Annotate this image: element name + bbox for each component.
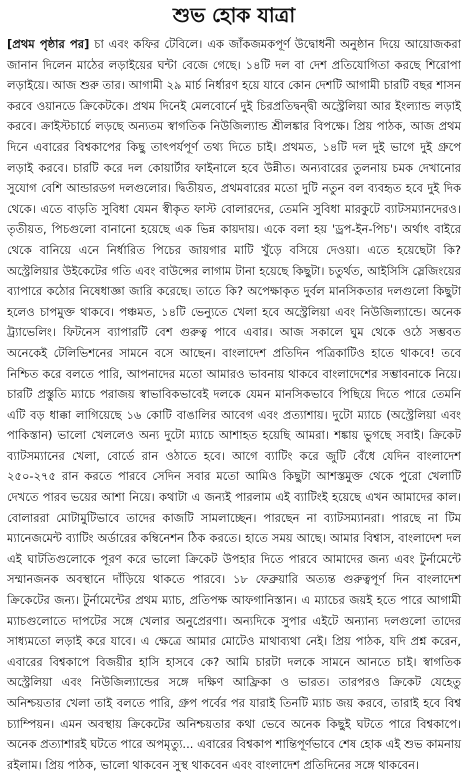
article-body-text: চা এবং কফির টেবিলে। এক জাঁকজমকপূর্ণ উদ্বোধনী অনুষ্ঠান দিয়ে আয়োজকরা জানান দিলেন মাঠের লড়াইয়ের ঘন্টা বেজে গেছে। ১৪টি দল বা দেশ প্রতিযোগিতা করছে শিরোপা লড়াইয়ে। আজ শুরু তার। আগামী ২৯ মার্চ নির্ধারণ হয়ে যাবে কোন দেশটি আগামী চারটি বছর শাসন করবে ওয়ানডে ক্রিকেটকে। প্রথম দিনেই মেলবোর্নে দুই চিরপ্রতিদ্বন্দ্বী অস্ট্রেলিয়া আর ইংল্যান্ড লড়াই করবে। ক্রাইস্টচার্চে লড়ছে অন্যতম স্বাগতিক নিউজিল্যান্ড শ্রীলঙ্কার বিপক্ষে। প্রিয় পাঠক, আজ প্রথম দিনে এবারের বিশ্বকাপের কিছু তাৎপর্যপূর্ণ তথ্য দিতে চাই। প্রথমত, ১৪টি দল দুই ভাগে দুই গ্রুপে লড়াই করবে। চারটি করে দল কোয়ার্টার ফাইনালে হবে উন্নীত। অন্যবারের তুলনায় চমক দেখানোর সুযোগ বেশি আন্ডারডগ দলগুলোর। দ্বিতীয়ত, প্রথমবারের মতো দুটি নতুন বল ব্যবহৃত হবে দুই দিক থেকে। এতে বাড়তি সুবিধা যেমন স্বীকৃত ফাস্ট বোলারদের, তেমনি সুবিধা মারকুটে ব্যাটসম্যানদেরও। তৃতীয়ত, পিচগুলো বানানো হয়েছে এক ভিন্ন কায়দায়। একে বলা হয় 'ড্রপ-ইন-পিচ'। অর্থাৎ বাইরে থেকে বানিয়ে এনে নির্ধারিত পিচের জায়গার মাটি খুঁড়ে বসিয়ে দেওয়া। এতে হয়েছেটা কি? অস্ট্রেলিয়ার উইকেটের গতি এবং বাউন্সের লাগাম টানা হয়েছে কিছুটা। চতুর্থত, আইসিসি স্লেজিংয়ের ব্যাপারে কঠোর নিষেধাজ্ঞা জারি করেছে। তাতে কি? অপেক্ষাকৃত দুর্বল মানসিকতার দলগুলো কিছুটা হলেও চাপমুক্ত থাকবে। পঞ্চমত, ১৪টি ভেন্যুতে খেলা হবে অস্ট্রেলিয়া এবং নিউজিল্যান্ডে। অনেক ট্র্যাভেলিং। ফিটনেস ব্যাপারটি বেশ গুরুত্ব পাবে এবার। আজ সকালে ঘুম থেকে ওঠে সম্ভবত অনেকেই টেলিভিশনের সামনে বসে আছেন। বাংলাদেশ প্রতিদিন পত্রিকাটিও হাতে থাকবে! তবে নিশ্চিত করে বলতে পারি, আপনাদের মতো আমারও ভাবনায় থাকবে বাংলাদেশের সম্ভাবনাকে নিয়ে। চারটি প্রস্তুতি ম্যাচে পরাজয় স্বাভাবিকভাবেই দলকে যেমন মানসিকভাবে পিছিয়ে দিতে পারে তেমনি এটি বড় ধাক্কা লাগিয়েছে ১৬ কোটি বাঙালির আবেগ এবং প্রত্যাশায়। দুটো ম্যাচে (অস্ট্রেলিয়া এবং পাকিস্তান) ভালো খেললেও অন্য দুটো ম্যাচে আশাহত হয়েছি আমরা। শঙ্কায় ভুগছে সবাই। ক্রিকেট ব্যাটসম্যানের খেলা, বোর্ডে রান ওঠাতে হবে। আগে ব্যাটিং করে জুটি বেঁধে যেদিন বাংলাদেশ ২৫০-২৭৫ রান করতে পারবে সেদিন সবার মতো আমিও কিছুটা আশস্তমুক্ত থেকে পুরো খেলাটি দেখতে পারব ভয়ের আশা নিয়ে। কথাটা এ জন্যই পারলাম এই ব্যাটিংই হয়েছে এখন আমাদের কাল। বোলাররা মোটামুটিভাবে তাদের কাজটি সামলাচ্ছেন। পারছেন না ব্যাটসম্যানরা। পারছে না টিম ম্যানেজমেন্ট ব্যাটিং অর্ডারের কম্বিনেশন ঠিক করতে। হাতে সময় আছে। আমার বিশ্বাস, বাংলাদেশ দল এই ঘাটতিগুলোকে পূরণ করে ভালো ক্রিকেট উপহার দিতে পারবে আমাদের জন্য এবং টুর্নামেন্টে সম্মানজনক অবস্থানে দাঁড়িয়ে থাকতে পারবে। ১৮ ফেব্রুয়ারি অত্যন্ত গুরুত্বপূর্ণ দিন বাংলাদেশ ক্রিকেটের জন্য। টুর্নামেন্টের প্রথম ম্যাচ, প্রতিপক্ষ আফগানিস্তান। এ ম্যাচের জয়ই হতে পারে আগামী ম্যাচগুলোতে দাপটের সঙ্গে খেলার অনুপ্রেরণা। অন্যদিকে সুপার এইটে অন্যান্য দলগুলো তাদের সাধ্যমতো লড়াই করে যাবে। এ ক্ষেত্রে আমার মোটেও মাথাব্যথা নেই। প্রিয় পাঠক, যদি প্রশ্ন করেন, এবারের বিশ্বকাপে বিজয়ীর হাসি হাসবে কে? আমি চারটা দলকে সামনে আনতে চাই। স্বাগতিক অস্ট্রেলিয়া এবং নিউজিল্যান্ডের সঙ্গে দক্ষিণ আফ্রিকা ও ভারত। তারপরও ক্রিকেট যেহেতু অনিশ্চয়তার খেলা তাই বলতে পারি, গ্রুপ পর্বের পর যারাই তিনটি ম্যাচ জয় করবে, তারাই হবে বিশ্ব চ্যাম্পিয়ন। এমন অবস্থায় ক্রিকেটের অনিশ্চয়তার কথা ভেবে অনেক কিছুই ঘটতে পারে বিশ্বকাপে। অনেক প্রত্যাশারই ঘটতে পারে অপমৃত্যু... এবারের বিশ্বকাপ শান্তিপূর্ণভাবে শেষ হোক এই শুভ কামনায় রইলাম। প্রিয় পাঠক, ভালো থাকবেন সুস্থ থাকবেন এবং বাংলাদেশ প্রতিদিনের সঙ্গে থাকবেন।	[7, 37, 462, 772]
continued-from-front-page-label: [প্রথম পৃষ্ঠার পর]	[7, 37, 90, 51]
article-headline: শুভ হোক যাত্রা	[172, 3, 296, 27]
article-body	[7, 34, 462, 772]
